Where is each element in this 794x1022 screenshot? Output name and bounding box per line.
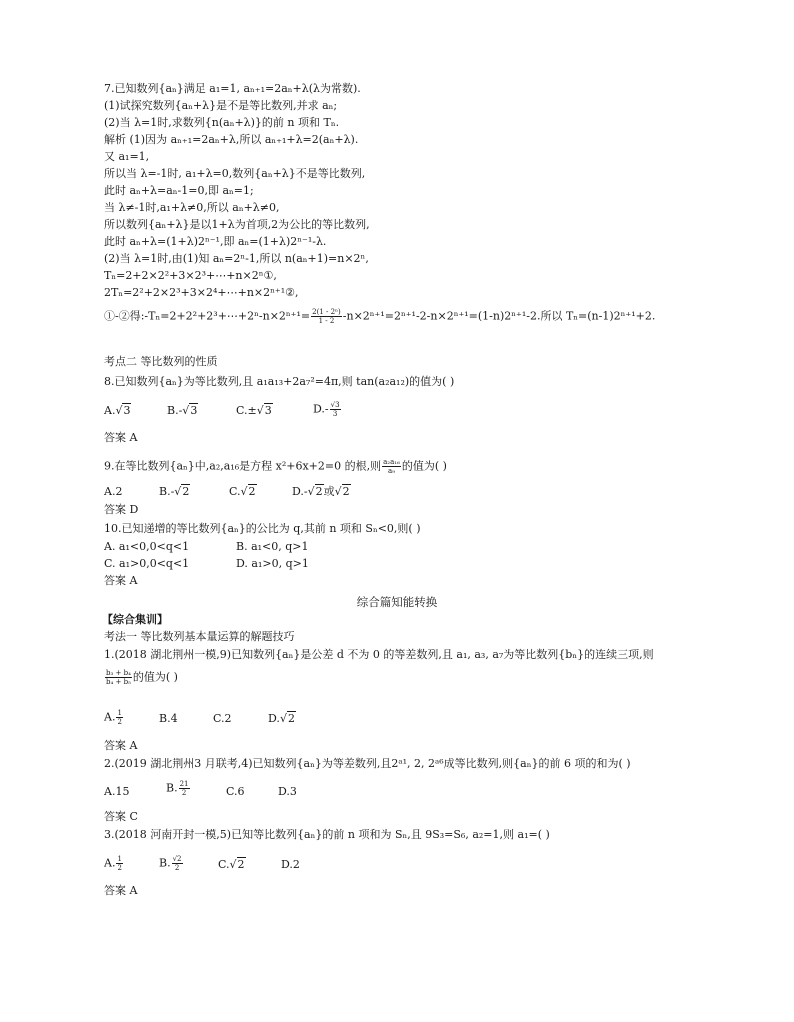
fraction-den: b₄ + b₅: [106, 678, 131, 686]
fraction-num: 1: [117, 709, 122, 717]
p2-option-b-label: B.: [166, 781, 178, 795]
section-heading-2: 考点二 等比数列的性质: [104, 355, 218, 368]
q9-option-d-label: D.-: [292, 485, 308, 498]
sqrt-value: 3: [123, 404, 131, 417]
q9-option-c-label: C.: [229, 485, 241, 498]
sqrt-value: 2: [248, 485, 256, 498]
fraction-den: 2: [117, 718, 122, 726]
p3-option-c-label: C.: [218, 858, 230, 871]
q8-stem: 8.已知数列{aₙ}为等比数列,且 a₁a₁₃+2a₇²=4π,则 tan(a₂a₁₂)的值为( ): [104, 375, 455, 388]
p3-answer: 答案 A: [104, 884, 138, 897]
p3-option-b-label: B.: [159, 856, 171, 870]
q9-stem-a: 9.在等比数列{aₙ}中,a₂,a₁₆是方程 x²+6x+2=0 的根,则: [104, 459, 382, 473]
q7-solution-line: (2)当 λ=1时,由(1)知 aₙ=2ⁿ-1,所以 n(aₙ+1)=n×2ⁿ,: [104, 252, 369, 265]
method-heading: 考法一 等比数列基本量运算的解题技巧: [104, 630, 295, 643]
fraction-num: 21: [179, 780, 189, 788]
q9-option-b: [159, 485, 190, 499]
fraction-den: 2: [181, 789, 187, 797]
p2-option-b: [166, 780, 191, 797]
fraction-den: 2: [117, 864, 122, 872]
fraction-num: √2: [172, 855, 182, 863]
sqrt-sign: √2: [307, 485, 323, 498]
q8-option-a: [104, 404, 131, 418]
sqrt-sign: √3: [256, 404, 272, 417]
p3-option-a-label: A.: [104, 856, 116, 870]
q7-fraction-den: 1 - 2: [318, 317, 335, 325]
q7-solution-line: 2Tₙ=2²+2×2³+3×2⁴+⋯+n×2ⁿ⁺¹②,: [104, 286, 299, 299]
sqrt-sign: √2: [279, 712, 295, 725]
p2-stem: 2.(2019 湖北荆州3 月联考,4)已知数列{aₙ}为等差数列,且2ᵃ¹, 2, 2ᵃ⁶成等比数列,则{aₙ}的前 6 项的和为( ): [104, 757, 631, 770]
sqrt-value: 3: [190, 404, 198, 417]
p1-option-c: C.2: [213, 712, 232, 725]
p2-answer: 答案 C: [104, 810, 138, 823]
q9-option-b-label: B.-: [159, 485, 175, 498]
section-title: 综合篇知能转换: [356, 595, 438, 609]
p2-option-a: A.15: [104, 785, 130, 798]
q8-option-b: [167, 404, 198, 418]
sqrt-sign: √2: [240, 485, 256, 498]
q10-option-c: C. a₁>0,0<q<1: [104, 557, 190, 570]
p3-option-a-fraction: [116, 855, 122, 872]
q9-option-c: [229, 485, 257, 499]
p1-answer: 答案 A: [104, 739, 138, 752]
q7-solution-line: Tₙ=2+2×2²+3×2³+⋯+n×2ⁿ①,: [104, 269, 277, 282]
sqrt-value: 2: [342, 485, 350, 498]
q8-option-a-label: A.: [104, 404, 116, 417]
q8-option-c-label: C.±: [236, 404, 257, 417]
q7-fraction: [311, 308, 342, 325]
q10-option-d: D. a₁>0, q>1: [236, 557, 309, 570]
q8-option-c: [236, 404, 273, 418]
section-bracket-title: 【综合集训】: [102, 613, 168, 626]
fraction-num: √3: [330, 401, 340, 409]
q9-fraction: [382, 458, 401, 475]
sqrt-sign: √3: [115, 404, 131, 417]
q7-fraction-num: 2(1 - 2ⁿ): [312, 308, 341, 316]
p3-option-a: [104, 855, 124, 872]
sqrt-value: 3: [264, 404, 272, 417]
p2-option-d: D.3: [278, 785, 297, 798]
q9-stem-b: 的值为( ): [401, 459, 447, 473]
q9-option-a: A.2: [104, 485, 123, 498]
p1-option-d-label: D.: [268, 712, 280, 725]
sqrt-sign: √2: [334, 485, 350, 498]
q9-stem: [104, 458, 447, 475]
p1-option-b: B.4: [159, 712, 178, 725]
q9-option-d: [292, 485, 351, 499]
p1-stem-b: 的值为( ): [132, 670, 178, 684]
fraction-den: a₉: [388, 467, 395, 475]
q7-solution-line: 解析 (1)因为 aₙ₊₁=2aₙ+λ,所以 aₙ₊₁+λ=2(aₙ+λ).: [104, 133, 359, 146]
q10-answer: 答案 A: [104, 574, 138, 587]
q7-final-line: [104, 308, 655, 325]
p1-option-a-fraction: [116, 709, 122, 726]
q7-final-text-a: ①-②得:-Tₙ=2+2²+2³+⋯+2ⁿ-n×2ⁿ⁺¹=: [104, 309, 311, 323]
p2-option-b-fraction: [179, 780, 190, 797]
q10-option-a: A. a₁<0,0<q<1: [104, 540, 190, 553]
sqrt-value: 2: [237, 858, 245, 871]
sqrt-sign: √2: [174, 485, 190, 498]
p1-option-d: [268, 712, 296, 726]
p2-option-c: C.6: [226, 785, 245, 798]
q8-option-b-label: B.-: [167, 404, 183, 417]
p3-option-c: [218, 858, 246, 872]
q10-stem: 10.已知递增的等比数列{aₙ}的公比为 q,其前 n 项和 Sₙ<0,则( ): [104, 522, 421, 535]
q7-solution-line: 此时 aₙ+λ=(1+λ)2ⁿ⁻¹,即 aₙ=(1+λ)2ⁿ⁻¹-λ.: [104, 235, 327, 248]
sqrt-sign: √3: [182, 404, 198, 417]
sqrt-value: 2: [315, 485, 323, 498]
p1-option-a: [104, 709, 124, 726]
p1-stem: 1.(2018 湖北荆州一模,9)已知数列{aₙ}是公差 d 不为 0 的等差数列,且 a₁, a₃, a₇为等比数列{bₙ}的连续三项,则: [104, 648, 654, 661]
q8-answer: 答案 A: [104, 431, 138, 444]
fraction-den: 3: [332, 410, 338, 418]
q8-option-d-fraction: [330, 401, 341, 418]
p3-stem: 3.(2018 河南开封一模,5)已知等比数列{aₙ}的前 n 项和为 Sₙ,且 9S₃=S₆, a₂=1,则 a₁=( ): [104, 828, 550, 841]
q7-solution-line: 当 λ≠-1时,a₁+λ≠0,所以 aₙ+λ≠0,: [104, 201, 280, 214]
p3-option-b-fraction: [172, 855, 183, 872]
q8-option-d: [313, 401, 342, 418]
q7-part1: (1)试探究数列{aₙ+λ}是不是等比数列,并求 aₙ;: [104, 99, 338, 112]
q7-stem: 7.已知数列{aₙ}满足 a₁=1, aₙ₊₁=2aₙ+λ(λ为常数).: [104, 82, 361, 95]
q7-solution-line: 所以当 λ=-1时, a₁+λ=0,数列{aₙ+λ}不是等比数列,: [104, 167, 366, 180]
sqrt-value: 2: [287, 712, 295, 725]
q8-option-d-label: D.-: [313, 402, 329, 416]
q7-part2: (2)当 λ=1时,求数列{n(aₙ+λ)}的前 n 项和 Tₙ.: [104, 116, 340, 129]
fraction-num: 1: [117, 855, 122, 863]
fraction-den: 2: [174, 864, 180, 872]
fraction-num: b₃ + b₄: [106, 669, 131, 677]
q7-solution-line: 所以数列{aₙ+λ}是以1+λ为首项,2为公比的等比数列,: [104, 218, 370, 231]
q7-solution-line: 又 a₁=1,: [104, 150, 150, 163]
sqrt-value: 2: [182, 485, 190, 498]
q7-solution-line: 此时 aₙ+λ=aₙ-1=0,即 aₙ=1;: [104, 184, 254, 197]
fraction-num: a₂a₁₆: [383, 458, 400, 466]
q10-option-b: B. a₁<0, q>1: [236, 540, 309, 553]
sqrt-sign: √2: [229, 858, 245, 871]
p1-stem-line2: [104, 669, 178, 686]
p1-fraction: [105, 669, 132, 686]
q9-option-d-or: 或: [323, 485, 335, 498]
p3-option-d: D.2: [281, 858, 300, 871]
p3-option-b: [159, 855, 184, 872]
p1-option-a-label: A.: [104, 710, 116, 724]
q7-final-text-b: -n×2ⁿ⁺¹=2ⁿ⁺¹-2-n×2ⁿ⁺¹=(1-n)2ⁿ⁺¹-2.所以 Tₙ=(n-1)2ⁿ⁺¹+2.: [342, 309, 656, 323]
q9-answer: 答案 D: [104, 503, 139, 516]
